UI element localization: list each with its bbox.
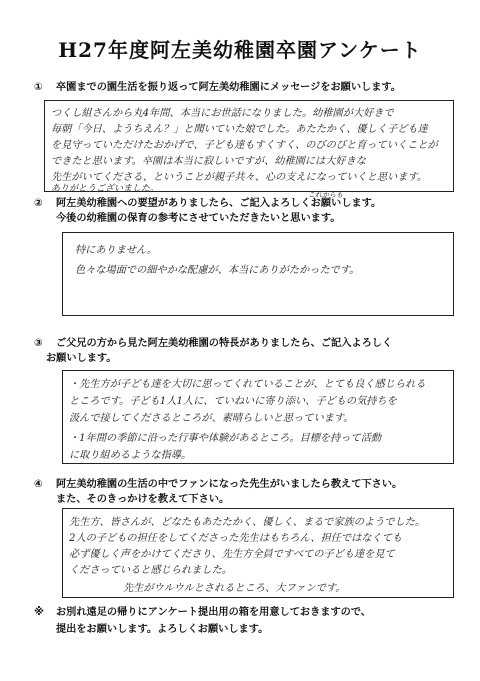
answer-line: ・先生方が子ども達を大切に思ってくれていることが、とても良く感じられる [69,379,426,390]
answer-line: に取り組めるような指導。 [69,450,192,461]
answer-box-3 [62,370,454,464]
answer-line: 先生がいてくださる、ということが親子共々、心の支えになっていくと思います。 [51,172,428,183]
answer-line: 先生方、皆さんが、どなたもあたたかく、優しく、まるで家族のようでした。 [69,517,426,528]
note-text: お別れ遠足の帰りにアンケート提出用の箱を用意しておきますので、 [56,607,371,618]
answer-line: くださっていると感じられました。 [69,565,232,576]
question-text: 卒園までの園生活を振り返って阿左美幼稚園にメッセージをお願いします。 [56,82,401,93]
note-mark: ※ [34,607,44,618]
question-number: ③ [34,338,43,349]
question-text: 阿左美幼稚園の生活の中でファンになった先生がいましたら教えて下さい。 [56,479,403,490]
question-text: ご父兄の方から見た阿左美幼稚園の特長がありましたら、ご記入よろしく [56,338,393,349]
answer-box-2 [62,232,454,316]
question-subtext: 今後の幼稚園の保育の参考にさせていただきたいと思います。 [56,213,341,224]
footer-note [34,604,454,638]
question-subtext: また、そのきっかけを教えて下さい。 [56,494,230,505]
answer-line: ところです。子ども1人1人に、ていねいに寄り添い、子どもの気持ちを [69,396,397,407]
question-subtext: お願いします。 [46,353,117,364]
inserted-note: これからも [308,191,343,199]
answer-line: 先生がウルウルとされるところ、大ファンです。 [123,583,346,594]
answer-line: 特にありません。 [75,245,158,256]
question-text: 阿左美幼稚園への要望がありましたら、ご記入よろしくお願いします。 [56,198,382,209]
answer-line: できたと思います。卒園は本当に寂しいですが、幼稚園には大好きな [51,156,366,167]
answer-box-1 [44,100,454,192]
question-2 [34,196,454,226]
answer-box-4 [62,508,454,598]
answer-line: 色々な場面での細やかな配慮が、本当にありがたかったです。 [75,265,360,276]
answer-line: を見守っていただけたおかげで、子ども達もすくすく、のびのびと育っていくことが [51,140,438,151]
question-number: ② [34,198,43,209]
answer-line: 汲んで接してくださるところが、素晴らしいと思っています。 [69,413,354,424]
answer-line: 毎朝「今日、ようちえん？」と聞いていた娘でした。あたたかく、優しく子ども達 [51,124,428,135]
answer-line: 必ず優しく声をかけてくださり、先生方全員ですべての子ども達を見て [69,549,395,560]
question-3 [34,336,454,366]
question-1 [34,80,454,95]
question-4 [34,477,454,507]
question-number: ④ [34,479,43,490]
answer-line: つくし組さんから丸4年間、本当にお世話になりました。幼稚園が大好きで [51,108,394,119]
question-number: ① [34,82,43,93]
answer-line: 2人の子どもの担任をしてくださった先生はもちろん、担任ではなくても [69,533,403,544]
answer-line: ・1年間の季節に沿った行事や体験があるところ。目標を持って活動 [69,433,382,444]
note-subtext: 提出をお願いします。よろしくお願いします。 [56,624,269,635]
page-title: H27年度阿左美幼稚園卒園アンケート [58,38,422,62]
answer-line: ありがとうございました。 [51,184,160,194]
